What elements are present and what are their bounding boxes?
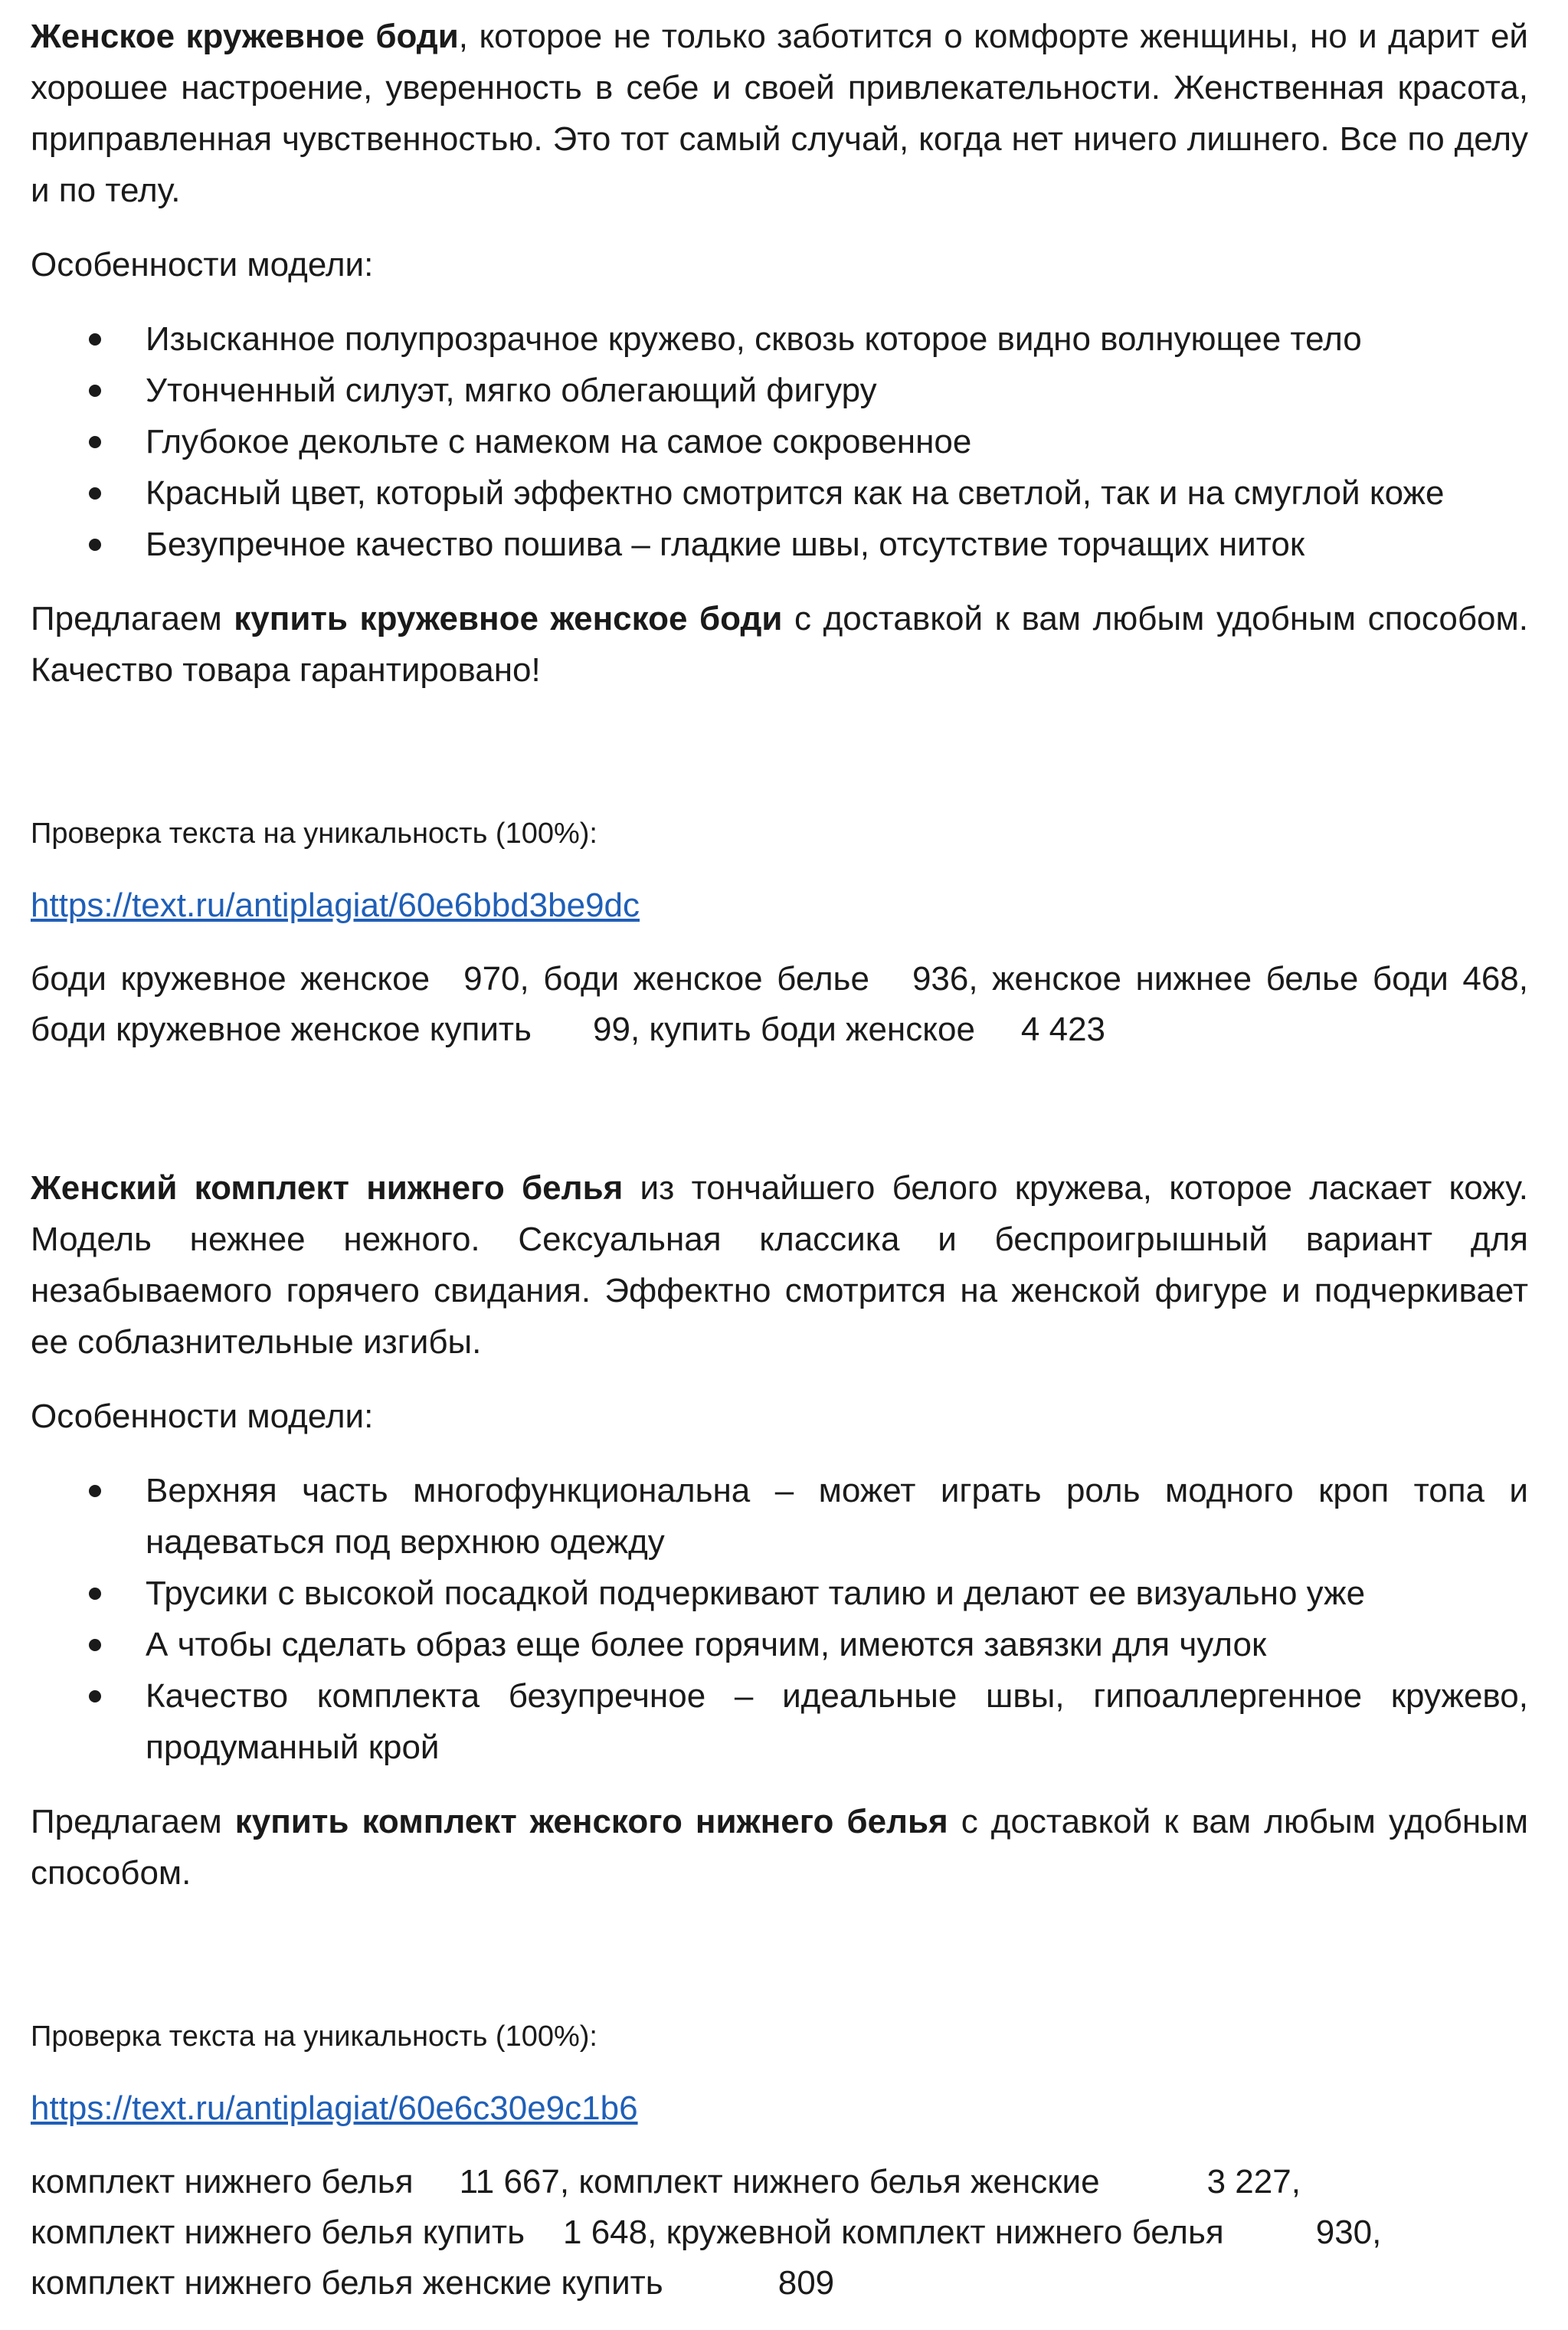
offer-paragraph: Предлагаем купить кружевное женское боди с доставкой к вам любым удобным способом. Качество товара гарантировано!	[31, 600, 1528, 689]
offer-bold: купить комплект женского нижнего белья	[234, 1803, 948, 1840]
features-heading: Особенности модели:	[31, 246, 374, 283]
bullet-icon	[89, 1485, 101, 1497]
list-item: А чтобы сделать образ еще более горячим, имеются завязки для чулок	[31, 1619, 1528, 1670]
intro-paragraph	[31, 11, 1528, 216]
bullet-icon	[89, 539, 101, 551]
uniqueness-link[interactable]: https://text.ru/antiplagiat/60e6c30e9c1b6	[31, 2089, 638, 2127]
features-list	[31, 313, 1528, 570]
section-body	[31, 1162, 1528, 2309]
intro-bold: Женское кружевное боди	[31, 18, 459, 55]
intro-text: из тончайшего белого кружева, которое ласкает кожу. Модель нежнее нежного. Сексуальная классика и беспроигрышный вариант для незабываемого горячего свидания. Эффектно смотрится на женской фигуре и подчеркивает ее соблазнительные изгибы.	[31, 1169, 1528, 1361]
list-item: Утонченный силуэт, мягко облегающий фигуру	[31, 365, 1528, 416]
keywords-block	[31, 954, 1528, 1055]
list-item: Глубокое декольте с намеком на самое сокровенное	[31, 416, 1528, 467]
bullet-icon	[89, 487, 101, 500]
list-item: Трусики с высокой посадкой подчеркивают талию и делают ее визуально уже	[31, 1568, 1528, 1619]
list-item: Безупречное качество пошива – гладкие швы, отсутствие торчащих ниток	[31, 519, 1528, 570]
list-item: Верхняя часть многофункциональна – может играть роль модного кроп топа и надеваться под верхнюю одежду	[31, 1465, 1528, 1568]
bullet-icon	[89, 333, 101, 346]
offer-bold: купить кружевное женское боди	[234, 600, 783, 637]
bullet-icon	[89, 436, 101, 448]
list-item: Красный цвет, который эффектно смотрится как на светлой, так и на смуглой коже	[31, 467, 1528, 519]
keyword-line: комплект нижнего белья купить 1 648, кружевной комплект нижнего белья 930,	[31, 2214, 1382, 2251]
bullet-icon	[89, 1588, 101, 1600]
features-heading: Особенности модели:	[31, 1398, 374, 1435]
bullet-icon	[89, 1690, 101, 1702]
bullet-icon	[89, 1639, 101, 1651]
keyword-line: комплект нижнего белья 11 667, комплект нижнего белья женские 3 227,	[31, 2163, 1301, 2201]
intro-text: , которое не только заботится о комфорте женщины, но и дарит ей хорошее настроение, уверенность в себе и своей привлекательности. Женственная красота, приправленная чувственностью. Это тот самый случай, когда нет ничего лишнего. Все по делу и по телу.	[31, 18, 1528, 209]
list-item: Изысканное полупрозрачное кружево, сквозь которое видно волнующее тело	[31, 313, 1528, 365]
keyword-line: боди кружевное женское 970, боди женское белье 936, женское нижнее белье боди 468, боди кружевное женское купить 99, купить боди женское 4 423	[31, 960, 1528, 1048]
keywords-block	[31, 2157, 1528, 2309]
bullet-icon	[89, 385, 101, 397]
intro-paragraph	[31, 1162, 1528, 1368]
uniqueness-label: Проверка текста на уникальность (100%):	[31, 2020, 597, 2053]
offer-paragraph: Предлагаем купить комплект женского нижнего белья с доставкой к вам любым удобным способом.	[31, 1803, 1529, 1892]
uniqueness-label: Проверка текста на уникальность (100%):	[31, 818, 597, 850]
keyword-line: комплект нижнего белья женские купить 809	[31, 2264, 835, 2302]
intro-bold: Женский комплект нижнего белья	[31, 1169, 624, 1207]
section-body	[31, 0, 1528, 1055]
uniqueness-link[interactable]: https://text.ru/antiplagiat/60e6bbd3be9dc	[31, 886, 640, 924]
list-item: Качество комплекта безупречное – идеальные швы, гипоаллергенное кружево, продуманный крой	[31, 1670, 1528, 1773]
document-page	[31, 0, 1528, 2309]
features-list	[31, 1465, 1528, 1773]
